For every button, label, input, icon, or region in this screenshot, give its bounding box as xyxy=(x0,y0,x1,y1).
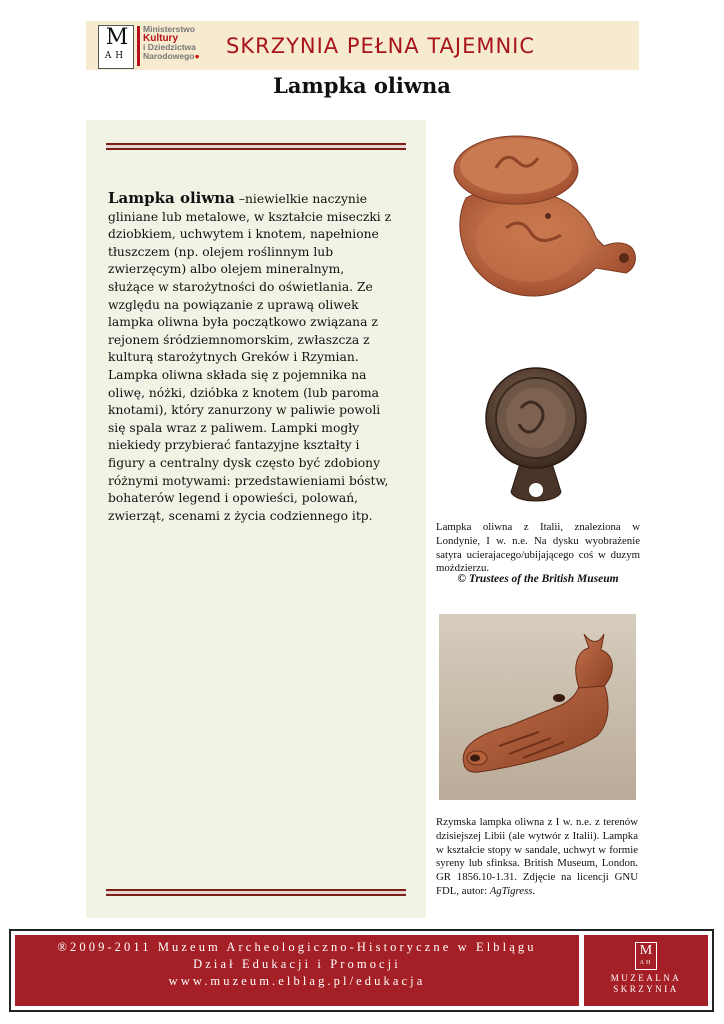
museum-logo-sub: AH xyxy=(104,51,128,61)
museum-logo-letter: M xyxy=(105,25,127,50)
footer-department: Dział Edukacji i Promocji xyxy=(193,957,401,971)
ministry-line-3: i Dziedzictwa xyxy=(143,42,196,52)
museum-logo xyxy=(98,25,134,69)
ministry-dot-icon: ● xyxy=(194,51,200,61)
ministry-logo xyxy=(143,25,211,67)
article-body: –niewielkie naczynie gliniane lub metalowe, w kształcie miseczki z dziobkiem, uchwytem i knotem, napełnione tłuszczem (np. olejem roślinnym lub zwierzęcym) albo olejem mineralnym, służące w starożytności do oświetlania. Ze względu na powiązanie z uprawą oliwek lampka oliwna była początkowo związana z rejonem śródziemnomorskim, zwłaszcza z kulturą starożytnych Greków i Rzymian. Lampka oliwna składa się z pojemnika na oliwę, nóżki, dzióbka z knotem (lub paroma knotami), który zanurzony w paliwie powoli się spala wraz z paliwem. Lampki mogły niekiedy przybierać fantazyjne kształty i figury a centralny dysk często być zdobiony różnymi motywami: przedstawieniami bóstw, bohaterów legend i opowieści, polowań, zwierząt, scenami z życia codziennego itp. xyxy=(108,192,392,523)
top-divider xyxy=(106,143,406,150)
footer-brand-line-1: MUZEALNA xyxy=(610,973,682,983)
footer-brand-line-2: SKRZYNIA xyxy=(613,984,679,994)
footer-website-link[interactable]: www.muzeum.elblag.pl/edukacja xyxy=(168,974,426,988)
lamp-image-1 xyxy=(436,128,640,304)
article-term: Lampka oliwna xyxy=(108,189,235,207)
lamp-image-3 xyxy=(439,614,636,800)
footer-logo xyxy=(635,942,657,970)
figure-caption-2-end: . xyxy=(532,884,536,897)
ministry-line-1: Ministerstwo xyxy=(143,24,195,34)
footer-copyright: ®2009-2011 Muzeum Archeologiczno-Historyczne w Elblągu xyxy=(57,940,537,954)
figure-caption-2-author: AgTigress xyxy=(489,884,533,897)
ministry-line-4: Narodowego xyxy=(143,51,195,61)
series-title: SKRZYNIA PEŁNA TAJEMNIC xyxy=(226,34,536,58)
figure-caption-2 xyxy=(436,816,638,899)
footer-brand xyxy=(584,973,708,995)
ministry-line-2: Kultury xyxy=(143,33,178,44)
bottom-divider xyxy=(106,889,406,896)
page-title: Lampka oliwna xyxy=(273,73,451,98)
footer-info xyxy=(15,935,579,1006)
footer-brand-box xyxy=(584,935,708,1006)
ministry-logo-mark xyxy=(137,26,140,66)
figure-caption-1: Lampka oliwna z Italii, znaleziona w Londynie, I w. n.e. Na dysku wyobrażenie satyra ucierajacego/ubijającego coś w duzym moździerzu. xyxy=(436,521,640,575)
footer-logo-sub: AH xyxy=(639,960,653,966)
lamp-image-2 xyxy=(481,360,591,508)
footer-logo-letter: M xyxy=(639,943,653,958)
figure-caption-2-text: Rzymska lampka oliwna z I w. n.e. z terenów dzisiejszej Libii (ale wytwór z Italii). Lampka w kształcie stopy w sandale, uchwyt w formie syreny lub sfinksa. British Museum, London. GR 1856.10-1.31. Zdjęcie na licencji GNU FDL, autor: xyxy=(436,816,638,897)
article-text xyxy=(108,190,393,525)
figure-credit-1: © Trustees of the British Museum xyxy=(457,573,619,585)
